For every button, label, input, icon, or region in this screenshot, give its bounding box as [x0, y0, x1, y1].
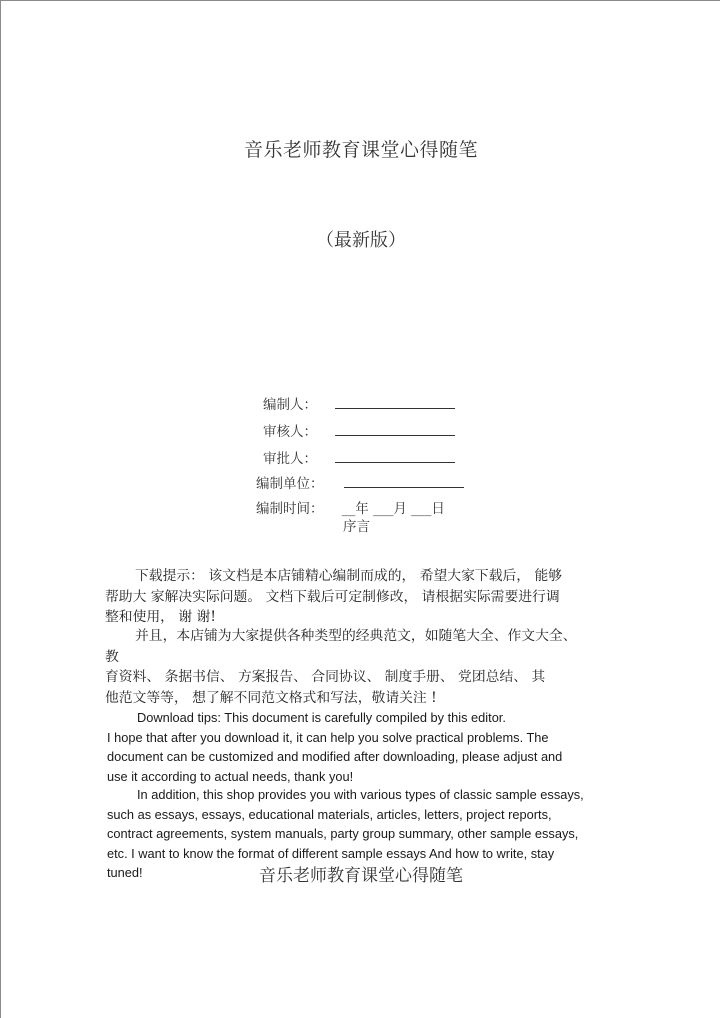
document-title: 音乐老师教育课堂心得随笔 [243, 139, 478, 161]
en-addition-line-5: tuned! [107, 865, 143, 880]
cn-addition-line-1: 并且，本店铺为大家提供各种类型的经典范文，如随笔大全、作文大全、 [135, 628, 577, 644]
reviewer-blank-line [335, 422, 455, 436]
cn-addition-line-2: 教 [105, 648, 119, 665]
unit-blank-line [344, 474, 464, 488]
reviewer-label: 审核人： [263, 424, 317, 440]
editor-blank-line [335, 395, 455, 409]
cn-addition-line-3: 育资料、 条据书信、 方案报告、 合同协议、 制度手册、 党团总结、 其 [105, 669, 546, 685]
time-label: 编制时间： [256, 501, 324, 517]
en-addition-line-4: etc. I want to know the format of different sample essays And how to write, stay [107, 845, 555, 861]
time-value: __年 ___月 ___日 [341, 501, 445, 517]
en-tip-line-4: use it according to actual needs, thank you! [107, 768, 354, 784]
approver-label: 审批人： [263, 451, 317, 467]
cn-tip-line-3: 整和使用， 谢 谢! [105, 609, 216, 625]
form-row-approver [263, 447, 455, 467]
document-subtitle: （最新版） [316, 230, 406, 251]
en-tip-line-1: Download tips: This document is carefully compiled by this editor. [137, 710, 506, 725]
form-row-editor [263, 393, 455, 413]
en-tip-line-2: I hope that after you download it, it can help you solve practical problems. The [107, 729, 549, 745]
en-addition-line-3: contract agreements, system manuals, party group summary, other sample essays, [107, 826, 579, 841]
form-row-unit [256, 472, 464, 492]
en-download-tip [107, 708, 597, 786]
cn-addition-line-4: 他范文等等， 想了解不同范文格式和写法，敬请关注 ! [105, 689, 437, 706]
en-addition-line-1: In addition, this shop provides you with various types of classic sample essays, [137, 787, 584, 802]
footer-title: 音乐老师教育课堂心得随笔 [259, 866, 463, 886]
editor-label: 编制人： [263, 397, 317, 413]
unit-label: 编制单位： [256, 476, 324, 492]
en-tip-line-3: document can be customized and modified after downloading, please adjust and [107, 749, 563, 764]
cn-tip-line-2: 帮助大 家解决实际问题。 文档下载后可定制修改， 请根据实际需要进行调 [105, 588, 560, 605]
cn-download-tip [105, 566, 625, 628]
en-addition-line-2: such as essays, essays, educational materials, articles, letters, project reports, [107, 806, 552, 822]
cn-tip-line-1: 下载提示： 该文档是本店铺精心编制而成的， 希望大家下载后， 能够 [135, 568, 563, 584]
approver-blank-line [335, 449, 455, 463]
cn-addition [105, 626, 625, 708]
form-row-reviewer [263, 420, 455, 440]
form-row-time [256, 497, 445, 517]
preface-label: 序言 [343, 519, 370, 535]
